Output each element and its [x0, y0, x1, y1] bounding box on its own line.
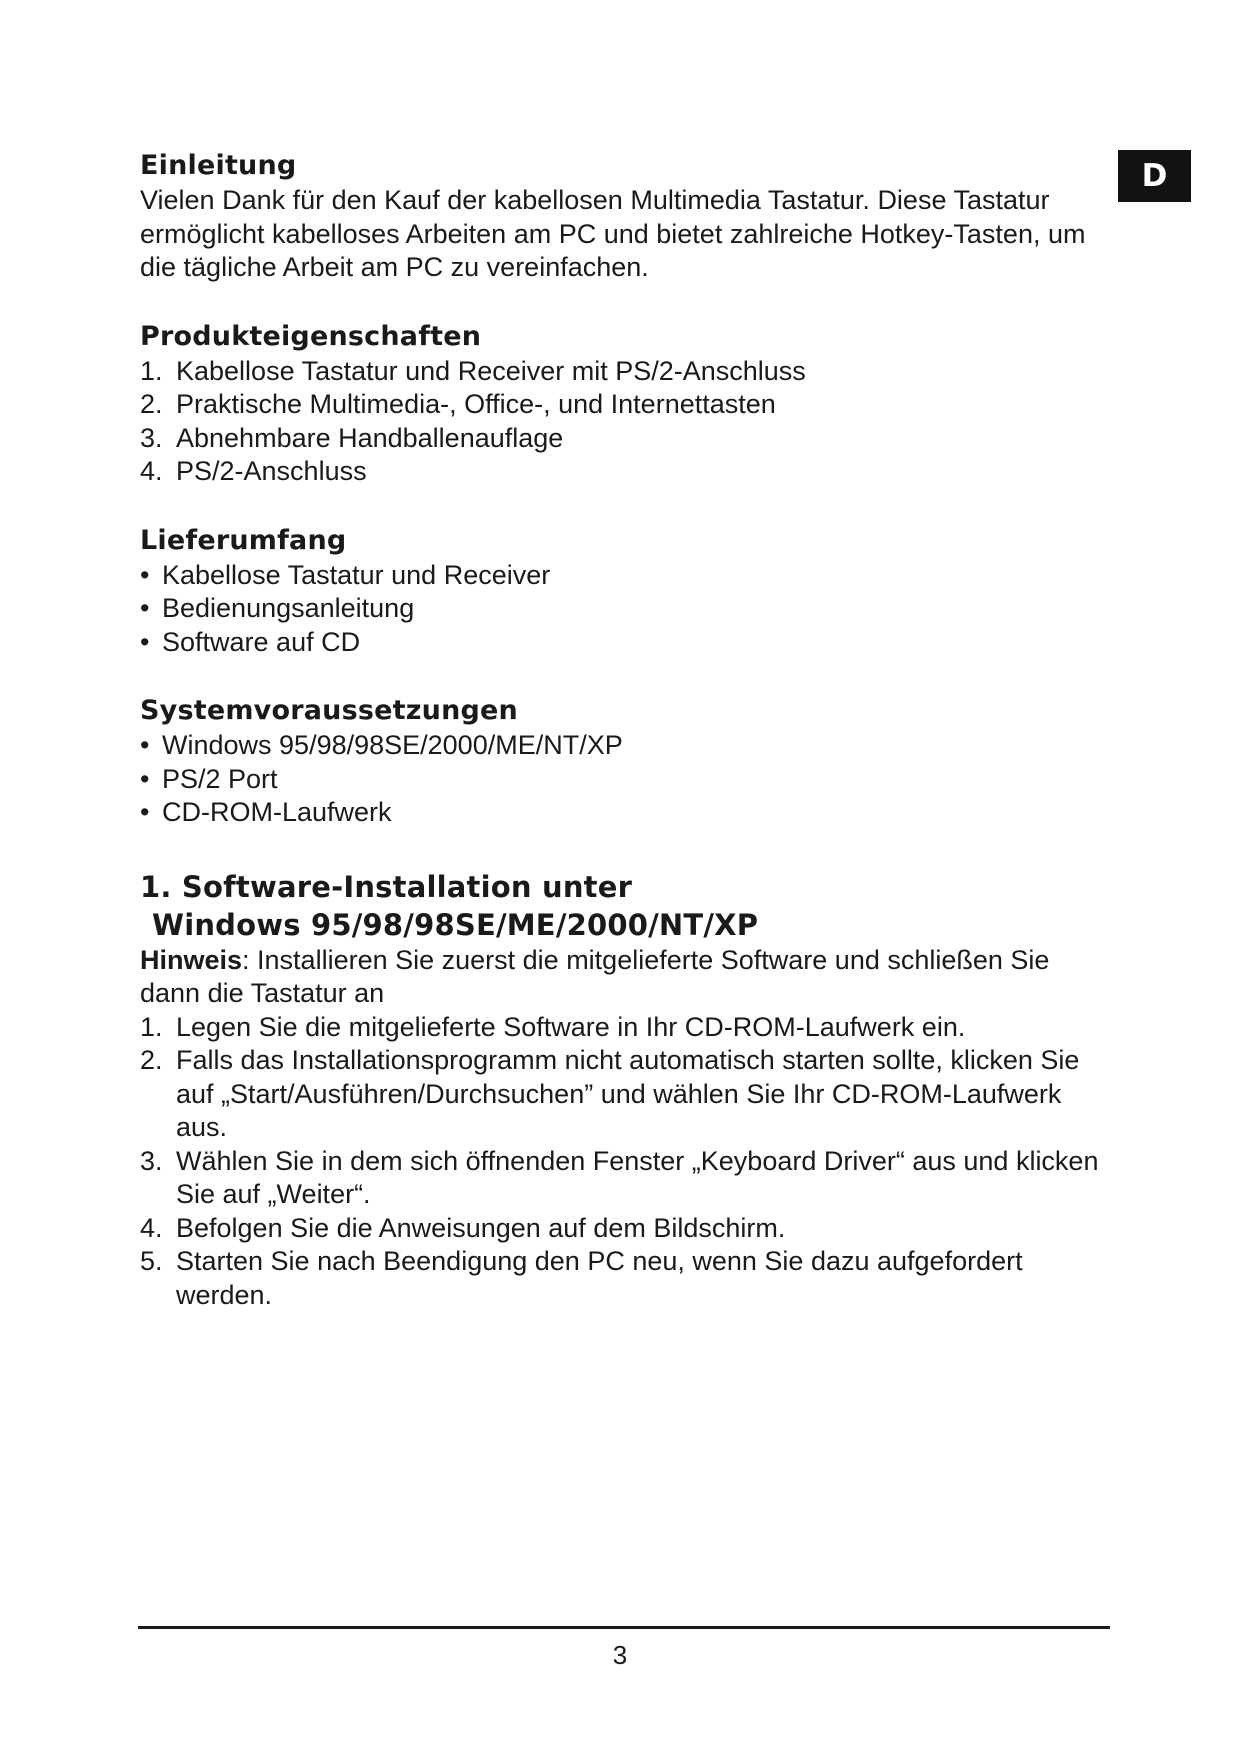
- delivery-heading: Lieferumfang: [140, 524, 347, 556]
- list-item: [140, 388, 1115, 422]
- list-item: [140, 763, 1115, 797]
- list-item: [140, 1245, 1115, 1312]
- list-item-text: PS/2-Anschluss: [176, 456, 367, 486]
- list-number: 5.: [140, 1246, 163, 1276]
- language-tab: [1118, 150, 1191, 202]
- features-heading: Produkteigenschaften: [140, 320, 482, 352]
- install-heading-line1: 1. Software-Installation unter: [140, 869, 633, 904]
- bullet-icon: •: [140, 593, 150, 623]
- footer-rule: [138, 1626, 1110, 1629]
- install-note: [140, 944, 1115, 1011]
- document-body: [140, 148, 1115, 1312]
- list-item-text: PS/2 Port: [162, 763, 278, 794]
- list-item: [140, 455, 1115, 489]
- list-item-text: Windows 95/98/98SE/2000/ME/NT/XP: [162, 730, 623, 760]
- list-item-text: Befolgen Sie die Anweisungen auf dem Bildschirm.: [176, 1212, 786, 1243]
- bullet-icon: •: [140, 797, 150, 827]
- list-item: [140, 592, 1115, 626]
- install-heading: [140, 868, 1115, 944]
- list-item-text: CD-ROM-Laufwerk: [162, 797, 392, 827]
- intro-text: Vielen Dank für den Kauf der kabellosen Multimedia Tastatur. Diese Tastatur ermöglicht kabelloses Arbeiten am PC und bietet zahlreiche Hotkey-Tasten, um die tägliche Arbeit am PC zu vereinfachen.: [140, 185, 1086, 282]
- language-tab-label: D: [1141, 158, 1168, 194]
- list-item: [140, 422, 1115, 456]
- list-number: 4.: [140, 1212, 163, 1243]
- intro-heading: Einleitung: [140, 150, 297, 181]
- bullet-icon: •: [140, 559, 150, 590]
- note-label: Hinweis: [140, 944, 243, 975]
- list-number: 1.: [140, 355, 163, 386]
- list-item: [140, 1011, 1115, 1045]
- list-item-text: Praktische Multimedia-, Office-, und Internettasten: [176, 389, 776, 419]
- list-item-text: Abnehmbare Handballenauflage: [176, 422, 564, 453]
- install-section: [140, 868, 1115, 1313]
- list-number: 3.: [140, 422, 163, 453]
- list-item-text: Software auf CD: [162, 626, 361, 657]
- list-item: [140, 559, 1115, 593]
- list-item-text: Legen Sie die mitgelieferte Software in Ihr CD-ROM-Laufwerk ein.: [176, 1011, 966, 1042]
- install-steps: [140, 1011, 1115, 1313]
- list-item-text: Falls das Installationsprogramm nicht automatisch starten sollte, klicken Sie auf „Start/Ausführen/Durchsuchen” und wählen Sie Ihr CD-ROM-Laufwerk aus.: [176, 1045, 1080, 1142]
- list-number: 2.: [140, 1045, 163, 1075]
- features-list: [140, 355, 1115, 489]
- intro-section: [140, 148, 1115, 285]
- requirements-section: [140, 693, 1115, 830]
- install-heading-line2: Windows 95/98/98SE/ME/2000/NT/XP: [152, 907, 759, 942]
- list-item: [140, 1044, 1115, 1145]
- list-item-text: Starten Sie nach Beendigung den PC neu, wenn Sie dazu aufgefordert werden.: [176, 1246, 1023, 1310]
- list-item: [140, 729, 1115, 763]
- delivery-section: [140, 523, 1115, 660]
- page-number: 3: [612, 1640, 628, 1670]
- requirements-heading: Systemvoraussetzungen: [140, 695, 518, 726]
- list-number: 2.: [140, 389, 163, 419]
- list-item: [140, 1212, 1115, 1246]
- list-number: 1.: [140, 1011, 163, 1042]
- list-item: [140, 1145, 1115, 1212]
- requirements-list: [140, 729, 1115, 830]
- list-item-text: Kabellose Tastatur und Receiver mit PS/2-Anschluss: [176, 355, 806, 386]
- bullet-icon: •: [140, 763, 150, 794]
- delivery-list: [140, 559, 1115, 660]
- features-section: [140, 319, 1115, 489]
- list-item: [140, 626, 1115, 660]
- list-item-text: Wählen Sie in dem sich öffnenden Fenster „Keyboard Driver“ aus und klicken Sie auf „Weiter“.: [176, 1145, 1099, 1209]
- note-text: : Installieren Sie zuerst die mitgelieferte Software und schließen Sie dann die Tastatur an: [140, 944, 1050, 1008]
- bullet-icon: •: [140, 626, 150, 657]
- bullet-icon: •: [140, 730, 150, 760]
- list-item-text: Kabellose Tastatur und Receiver: [162, 559, 551, 590]
- list-item: [140, 355, 1115, 389]
- list-item-text: Bedienungsanleitung: [162, 593, 415, 623]
- list-number: 3.: [140, 1145, 163, 1176]
- list-item: [140, 796, 1115, 830]
- list-number: 4.: [140, 456, 163, 486]
